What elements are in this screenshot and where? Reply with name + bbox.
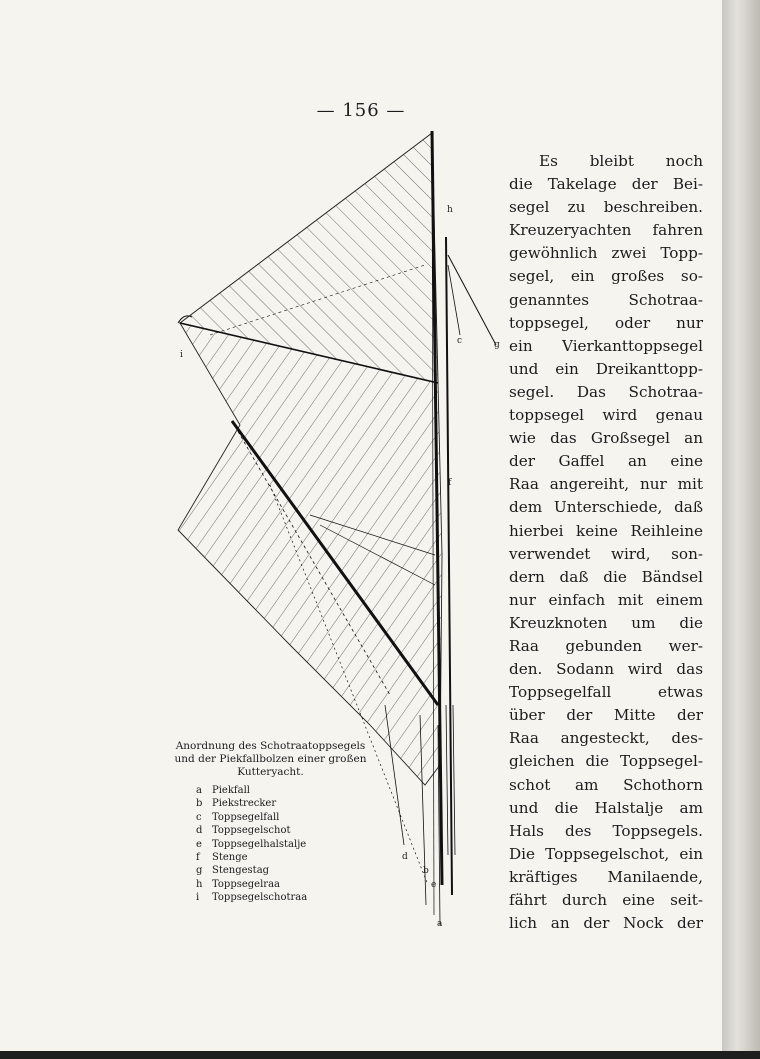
legend-item	[196, 864, 376, 877]
text-line: hierbei keine Reihleine	[509, 521, 703, 540]
legend-label: Toppsegelschotraa	[212, 892, 308, 904]
text-line: über der Mitte der	[509, 706, 703, 725]
legend-item	[196, 891, 376, 904]
caption-line: Kutteryacht.	[237, 766, 304, 778]
fig-label-d: d	[402, 852, 408, 862]
text-line: Hals des Toppsegels.	[509, 821, 703, 840]
text-line: segel. Das Schotraa-	[509, 382, 703, 401]
text-line: und die Halstalje am	[509, 798, 703, 817]
text-line: gewöhnlich zwei Topp-	[509, 244, 703, 263]
legend-item	[196, 784, 376, 797]
text-line: dem Unterschiede, daß	[509, 498, 703, 517]
legend-key: h	[196, 878, 203, 890]
page-edge-right	[722, 0, 760, 1059]
fig-label-a: a	[437, 919, 443, 929]
text-line: Raa angereiht, nur mit	[509, 475, 703, 494]
text-line: der Gaffel an eine	[509, 452, 703, 471]
text-line: wie das Großsegel an	[509, 429, 703, 448]
text-line: genanntes Schotraa-	[509, 290, 703, 309]
text-line: dern daß die Bändsel	[509, 567, 703, 586]
legend-label: Toppsegelhalstalje	[212, 838, 307, 850]
caption-line: Anordnung des Schotraatoppsegels	[175, 740, 366, 752]
legend-key: g	[196, 865, 203, 877]
body-paragraph	[509, 150, 703, 935]
text-line: nur einfach mit einem	[509, 590, 703, 609]
figure-caption	[168, 740, 373, 779]
fig-label-b: b	[423, 866, 429, 876]
text-line: segel, ein großes so-	[509, 267, 703, 286]
caption-line: und der Piekfallbolzen einer großen	[174, 753, 367, 765]
text-line: verwendet wird, son-	[509, 544, 703, 563]
fig-label-i: i	[180, 350, 183, 360]
text-line: kräftiges Manilaende,	[509, 867, 703, 886]
legend-item	[196, 824, 376, 837]
legend-key: a	[196, 785, 202, 796]
page-edge-bottom	[0, 1051, 760, 1059]
text-line: segel zu beschreiben.	[509, 198, 703, 217]
text-line: ein Vierkanttoppsegel	[509, 336, 703, 355]
legend-key: f	[196, 852, 200, 864]
fig-label-f: f	[448, 478, 452, 488]
figure-legend	[196, 784, 376, 905]
legend-item	[196, 797, 376, 810]
text-line: lich an der Nock der	[509, 914, 703, 933]
text-line: Kreuzknoten um die	[509, 613, 703, 632]
gaff-sail	[178, 323, 442, 785]
legend-label: Toppsegelfall	[212, 811, 280, 823]
text-line: toppsegel wird genau	[509, 406, 703, 425]
text-line: Raa gebunden wer-	[509, 636, 703, 655]
text-line: gleichen die Toppsegel-	[509, 752, 703, 771]
page-number: — 156 —	[316, 100, 406, 121]
text-line: den. Sodann wird das	[509, 660, 703, 679]
fig-label-h: h	[447, 205, 453, 215]
text-line: toppsegel, oder nur	[509, 313, 703, 332]
text-line: die Takelage der Bei-	[509, 175, 703, 194]
legend-key: c	[196, 811, 202, 823]
text-line: Es bleibt noch	[539, 152, 703, 170]
text-line: Raa angesteckt, des-	[509, 729, 703, 748]
fig-label-e: e	[431, 880, 437, 890]
text-line: und ein Dreikanttopp-	[509, 359, 703, 378]
text-line: Toppsegelfall etwas	[509, 683, 703, 702]
legend-key: e	[196, 838, 202, 850]
legend-label: Stenge	[212, 852, 248, 864]
legend-label: Piekstrecker	[212, 798, 277, 810]
legend-key: d	[196, 825, 203, 837]
legend-label: Toppsegelraa	[212, 878, 280, 890]
legend-key: b	[196, 798, 203, 810]
legend-label: Stengestag	[212, 865, 270, 877]
legend-item	[196, 811, 376, 824]
text-line: Kreuzeryachten fahren	[509, 221, 703, 240]
fig-label-g: g	[494, 340, 500, 350]
legend-item	[196, 851, 376, 864]
legend-item	[196, 878, 376, 891]
fig-label-c: c	[457, 336, 463, 346]
legend-label: Toppsegelschot	[212, 825, 291, 837]
text-line: Die Toppsegelschot, ein	[509, 844, 703, 863]
text-line: schot am Schothorn	[509, 775, 703, 794]
text-line: fährt durch eine seit-	[509, 891, 703, 909]
legend-key: i	[196, 892, 200, 904]
legend-item	[196, 838, 376, 851]
legend-label: Piekfall	[212, 785, 250, 796]
